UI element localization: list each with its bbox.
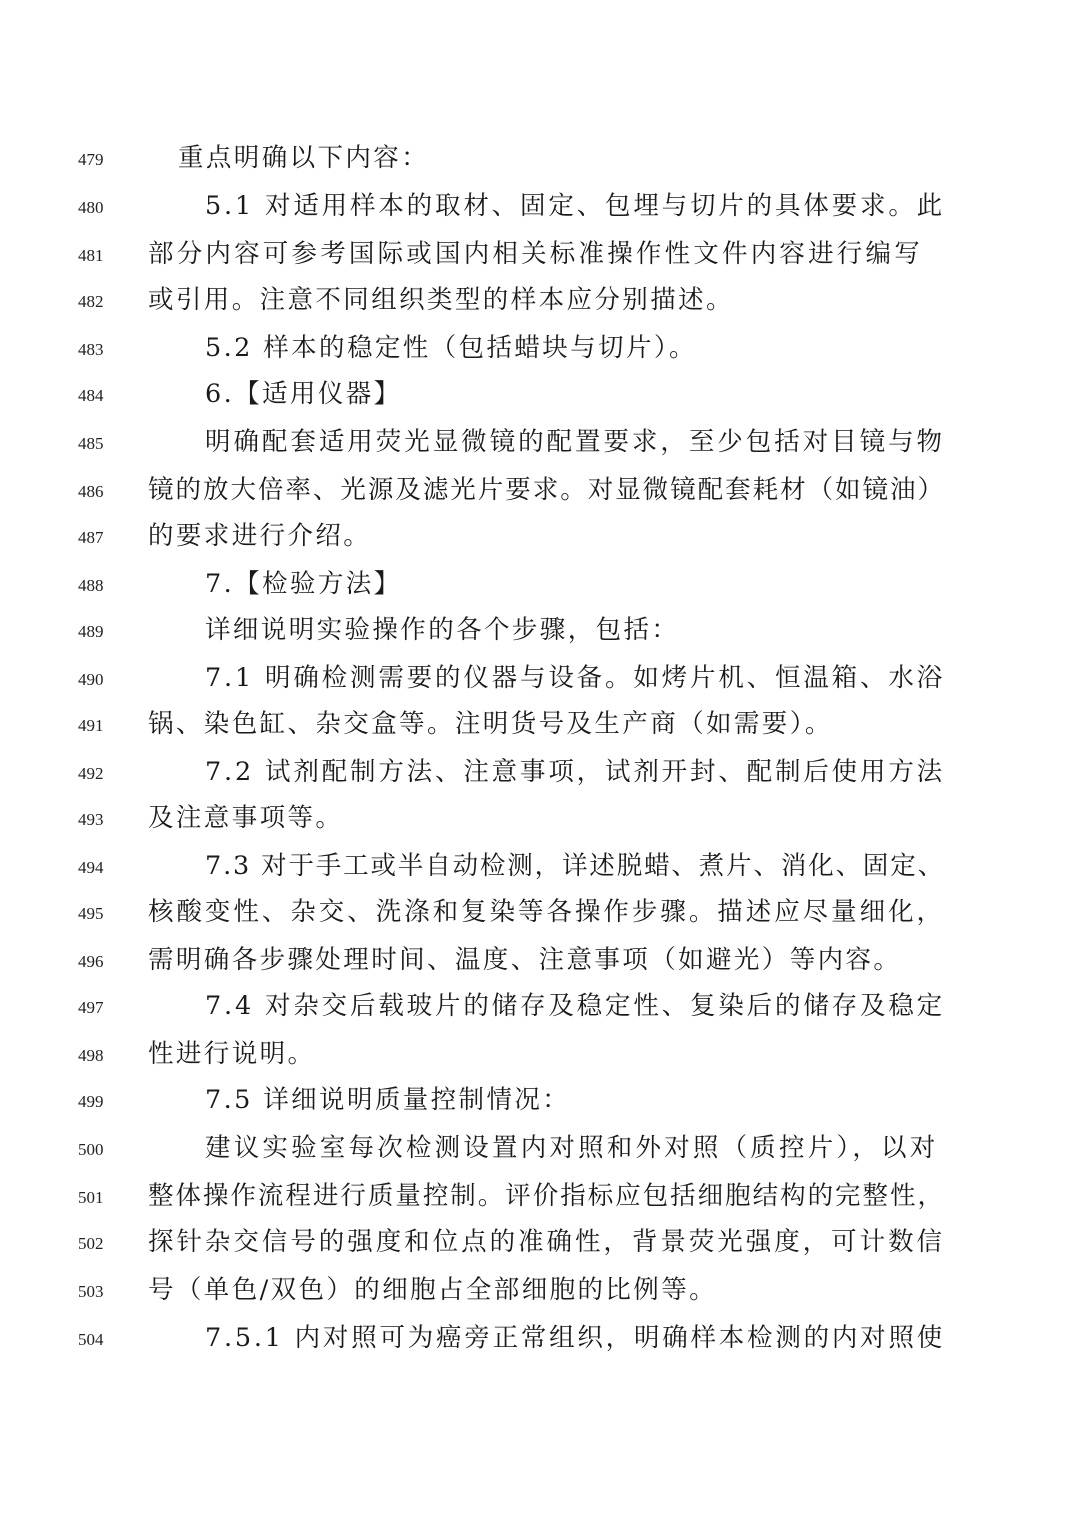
line-text: 部分内容可参考国际或国内相关标准操作性文件内容进行编写 xyxy=(148,239,923,269)
line-number: 493 xyxy=(78,810,104,829)
line-number: 487 xyxy=(78,528,104,547)
line-text: 5.1 对适用样本的取材、固定、包埋与切片的具体要求。此 xyxy=(205,191,945,221)
text-line xyxy=(0,706,1080,746)
line-text: 探针杂交信号的强度和位点的准确性，背景荧光强度，可计数信 xyxy=(148,1227,945,1257)
text-line xyxy=(0,376,1080,416)
line-number: 484 xyxy=(78,386,104,405)
line-number: 483 xyxy=(78,340,104,359)
text-line xyxy=(0,1178,1080,1218)
text-line xyxy=(0,848,1080,888)
line-text: 号（单色/双色）的细胞占全部细胞的比例等。 xyxy=(148,1275,717,1305)
line-number: 481 xyxy=(78,246,104,265)
line-text: 及注意事项等。 xyxy=(148,803,344,833)
text-line xyxy=(0,1224,1080,1264)
text-line xyxy=(0,424,1080,464)
line-number: 501 xyxy=(78,1188,104,1207)
text-line xyxy=(0,800,1080,840)
line-text: 性进行说明。 xyxy=(148,1039,316,1069)
text-line xyxy=(0,988,1080,1028)
text-line xyxy=(0,282,1080,322)
line-text: 建议实验室每次检测设置内对照和外对照（质控片），以对 xyxy=(205,1133,939,1163)
line-text: 7.3 对于手工或半自动检测，详述脱蜡、煮片、消化、固定、 xyxy=(205,851,945,881)
line-text: 7.2 试剂配制方法、注意事项，试剂开封、配制后使用方法 xyxy=(205,757,945,787)
line-text: 锅、染色缸、杂交盒等。注明货号及生产商（如需要）。 xyxy=(148,709,833,739)
line-text: 或引用。注意不同组织类型的样本应分别描述。 xyxy=(148,285,734,315)
text-line xyxy=(0,1130,1080,1170)
text-line xyxy=(0,236,1080,276)
line-text: 7.5 详细说明质量控制情况： xyxy=(205,1085,571,1115)
text-line xyxy=(0,330,1080,370)
line-number: 488 xyxy=(78,576,104,595)
line-number: 496 xyxy=(78,952,104,971)
line-number: 491 xyxy=(78,716,104,735)
line-number: 492 xyxy=(78,764,104,783)
line-number: 480 xyxy=(78,198,104,217)
line-number: 500 xyxy=(78,1140,104,1159)
text-line xyxy=(0,1320,1080,1360)
text-line xyxy=(0,140,1080,180)
line-number: 485 xyxy=(78,434,104,453)
line-text: 镜的放大倍率、光源及滤光片要求。对显微镜配套耗材（如镜油） xyxy=(148,475,945,505)
text-line xyxy=(0,188,1080,228)
line-text: 7.4 对杂交后载玻片的储存及稳定性、复染后的储存及稳定 xyxy=(205,991,945,1021)
line-number: 502 xyxy=(78,1234,104,1253)
line-number: 503 xyxy=(78,1282,104,1301)
line-text: 明确配套适用荧光显微镜的配置要求，至少包括对目镜与物 xyxy=(205,427,945,457)
text-line xyxy=(0,1082,1080,1122)
text-line xyxy=(0,518,1080,558)
line-number: 497 xyxy=(78,998,104,1017)
text-line xyxy=(0,612,1080,652)
text-line xyxy=(0,894,1080,934)
line-number: 495 xyxy=(78,904,104,923)
line-text: 的要求进行介绍。 xyxy=(148,521,372,551)
line-text: 6.【适用仪器】 xyxy=(205,379,402,409)
line-text: 7.5.1 内对照可为癌旁正常组织，明确样本检测的内对照使 xyxy=(205,1323,945,1353)
line-number: 489 xyxy=(78,622,104,641)
line-number: 498 xyxy=(78,1046,104,1065)
text-line xyxy=(0,472,1080,512)
text-line xyxy=(0,1036,1080,1076)
line-number: 490 xyxy=(78,670,104,689)
line-number: 499 xyxy=(78,1092,104,1111)
line-number: 486 xyxy=(78,482,104,501)
line-text: 核酸变性、杂交、洗涤和复染等各操作步骤。描述应尽量细化， xyxy=(148,897,945,927)
line-number: 504 xyxy=(78,1330,104,1349)
line-text: 7.【检验方法】 xyxy=(205,569,402,599)
line-text: 需明确各步骤处理时间、温度、注意事项（如避光）等内容。 xyxy=(148,945,902,975)
text-line xyxy=(0,942,1080,982)
text-line xyxy=(0,566,1080,606)
line-text: 详细说明实验操作的各个步骤，包括： xyxy=(205,615,680,645)
text-line xyxy=(0,1272,1080,1312)
line-text: 重点明确以下内容： xyxy=(178,143,430,173)
line-number: 494 xyxy=(78,858,104,877)
line-number: 482 xyxy=(78,292,104,311)
text-line xyxy=(0,660,1080,700)
line-text: 7.1 明确检测需要的仪器与设备。如烤片机、恒温箱、水浴 xyxy=(205,663,945,693)
line-text: 5.2 样本的稳定性（包括蜡块与切片）。 xyxy=(205,333,697,363)
text-line xyxy=(0,754,1080,794)
line-text: 整体操作流程进行质量控制。评价指标应包括细胞结构的完整性， xyxy=(148,1181,945,1211)
line-number: 479 xyxy=(78,150,104,169)
